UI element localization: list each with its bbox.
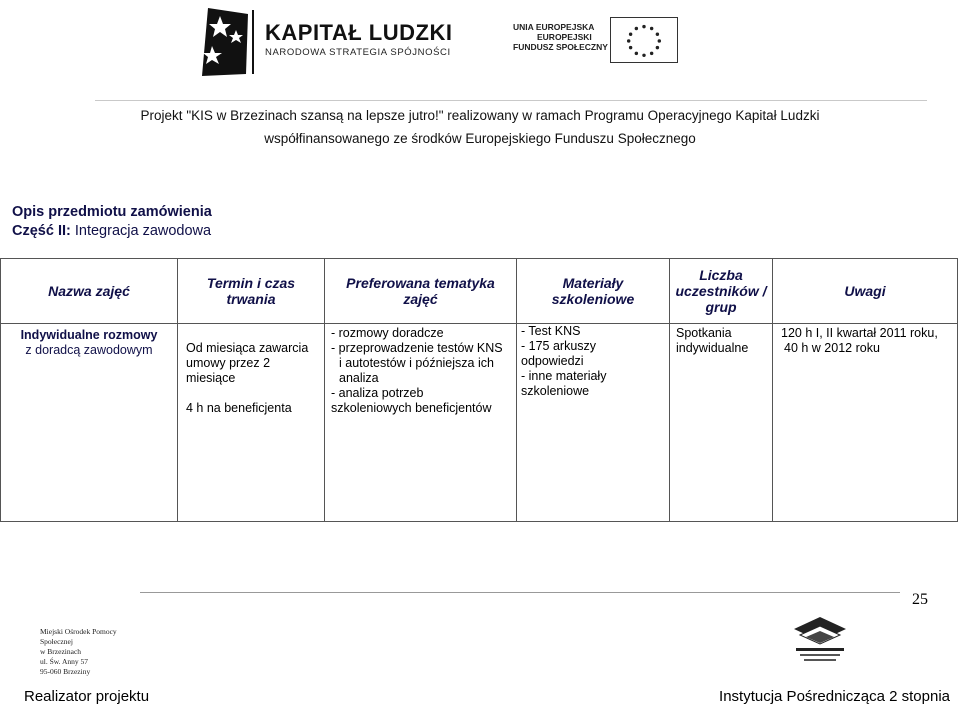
topic-line-1: - rozmowy doradcze bbox=[331, 326, 444, 340]
header-divider bbox=[95, 100, 927, 101]
footer-right: Instytucja Pośrednicząca 2 stopnia bbox=[719, 688, 950, 705]
header-term: Termin i czas trwania bbox=[178, 259, 325, 324]
footer-divider bbox=[140, 592, 900, 593]
table-header-row bbox=[1, 259, 958, 324]
stamp-line-1: Miejski Ośrodek Pomocy bbox=[40, 627, 117, 636]
topic-line-6: szkoleniowych beneficjentów bbox=[331, 401, 492, 415]
document-title: Opis przedmiotu zamówienia bbox=[12, 204, 212, 220]
cell-notes bbox=[773, 324, 958, 522]
table-row bbox=[1, 324, 958, 522]
header-notes: Uwagi bbox=[773, 259, 958, 324]
kapital-ludzki-title: KAPITAŁ LUDZKI bbox=[265, 20, 453, 45]
material-line-1: - Test KNS bbox=[521, 324, 581, 338]
cell-participants bbox=[670, 324, 773, 522]
topic-line-5: - analiza potrzeb bbox=[331, 386, 424, 400]
stamp-line-4: ul. Św. Anny 57 bbox=[40, 657, 89, 666]
notes-line-2: 40 h w 2012 roku bbox=[784, 341, 880, 355]
stamp-line-3: w Brzezinach bbox=[40, 647, 82, 656]
header-participants: Liczba uczestników / grup bbox=[670, 259, 773, 324]
part-label: Część II: bbox=[12, 223, 71, 239]
material-line-3: odpowiedzi bbox=[521, 354, 584, 368]
stamp-line-2: Społecznej bbox=[40, 637, 73, 646]
cell-term bbox=[178, 324, 325, 522]
topic-line-2: - przeprowadzenie testów KNS bbox=[331, 341, 503, 355]
header-materials: Materiały szkoleniowe bbox=[517, 259, 670, 324]
eu-line-1: UNIA EUROPEJSKA bbox=[513, 22, 595, 32]
eu-line-2: EUROPEJSKI bbox=[537, 32, 592, 42]
project-line-1: Projekt "KIS w Brzezinach szansą na lepsze jutro!" realizowany w ramach Programu Operacyjnego Kapitał Ludzki bbox=[140, 108, 820, 123]
participants-line-1: Spotkania bbox=[676, 326, 732, 340]
term-hours: 4 h na beneficjenta bbox=[186, 401, 292, 415]
header-name: Nazwa zajęć bbox=[1, 259, 178, 324]
topic-line-3: i autotestów i późniejsza ich bbox=[339, 356, 494, 370]
page-number: 25 bbox=[912, 591, 928, 608]
material-line-5: szkoleniowe bbox=[521, 384, 590, 398]
footer-left: Realizator projektu bbox=[24, 688, 150, 705]
stamp-line-5: 95-060 Brzeziny bbox=[40, 667, 91, 676]
material-line-2: - 175 arkuszy bbox=[521, 339, 597, 353]
eu-line-3: FUNDUSZ SPOŁECZNY bbox=[513, 42, 608, 52]
project-line-2: współfinansowanego ze środków Europejskiego Funduszu Społecznego bbox=[264, 131, 696, 146]
term-line-3: miesiące bbox=[186, 371, 236, 385]
participants-line-2: indywidualne bbox=[676, 341, 749, 355]
kapital-ludzki-subtitle: NARODOWA STRATEGIA SPÓJNOŚCI bbox=[265, 47, 451, 58]
term-line-2: umowy przez 2 bbox=[186, 356, 271, 370]
document-part bbox=[12, 223, 211, 239]
eu-flag-icon bbox=[610, 17, 678, 63]
notes-line-1: 120 h I, II kwartał 2011 roku, bbox=[781, 326, 938, 340]
name-line-2: z doradcą zawodowym bbox=[25, 343, 153, 357]
topic-line-4: analiza bbox=[339, 371, 379, 385]
header-topics: Preferowana tematyka zajęć bbox=[325, 259, 517, 324]
wup-lodz-logo bbox=[790, 615, 850, 665]
eu-logo-text bbox=[513, 22, 608, 52]
material-line-4: - inne materiały bbox=[521, 369, 607, 383]
cell-materials bbox=[517, 324, 670, 522]
part-name: Integracja zawodowa bbox=[70, 223, 212, 239]
cell-topics bbox=[325, 324, 517, 522]
courses-table bbox=[0, 258, 958, 522]
name-line-1: Indywidualne rozmowy bbox=[20, 328, 158, 342]
cell-name bbox=[1, 324, 178, 522]
term-line-1: Od miesiąca zawarcia bbox=[186, 341, 309, 355]
realizator-stamp bbox=[40, 627, 117, 677]
